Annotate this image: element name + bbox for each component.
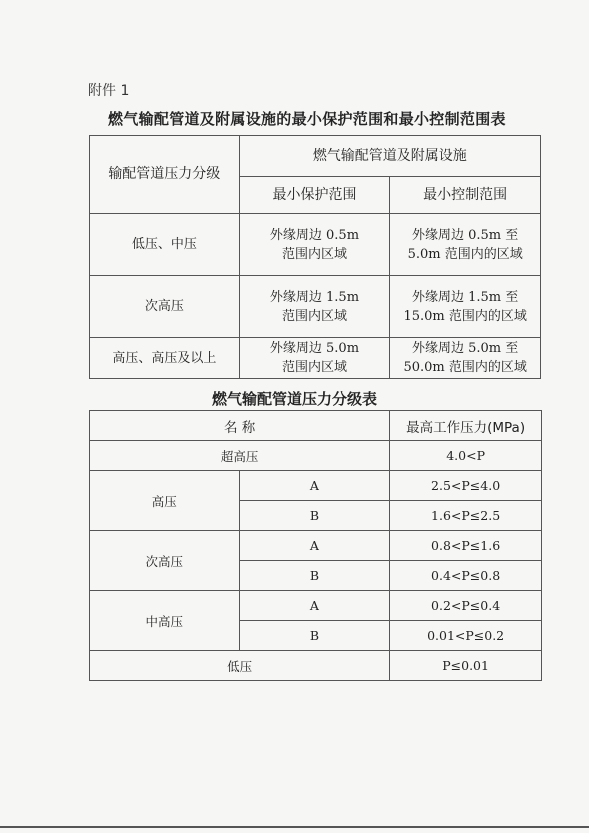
pressure-range: 0.2<P≤0.4 <box>390 591 542 621</box>
row-control: 外缘周边 1.5m 至 15.0m 范围内的区域 <box>390 276 541 338</box>
subclass: A <box>239 471 390 501</box>
header-max-pressure: 最高工作压力(MPa) <box>390 411 542 441</box>
table-row <box>90 651 542 681</box>
table-row <box>90 214 541 276</box>
pressure-classification-table <box>89 410 542 681</box>
table-row <box>90 591 542 621</box>
header-min-control: 最小控制范围 <box>390 177 541 214</box>
pressure-range: 0.01<P≤0.2 <box>390 621 542 651</box>
subclass: B <box>239 621 390 651</box>
header-pressure-level: 输配管道压力分级 <box>90 136 240 214</box>
header-facilities: 燃气输配管道及附属设施 <box>239 136 540 177</box>
pressure-range: 1.6<P≤2.5 <box>390 501 542 531</box>
subclass: B <box>239 561 390 591</box>
table-row <box>90 338 541 379</box>
row-level: 高压、高压及以上 <box>90 338 240 379</box>
row-level: 低压、中压 <box>90 214 240 276</box>
row-protect: 外缘周边 0.5m 范围内区域 <box>239 214 390 276</box>
subclass: A <box>239 591 390 621</box>
attachment-label: 附件 1 <box>88 83 130 99</box>
row-level: 次高压 <box>90 276 240 338</box>
pressure-range: 2.5<P≤4.0 <box>390 471 542 501</box>
header-min-protect: 最小保护范围 <box>239 177 390 214</box>
table-row <box>90 471 542 501</box>
class-name: 中高压 <box>90 591 240 651</box>
table-row <box>90 441 542 471</box>
class-name: 高压 <box>90 471 240 531</box>
pressure-range: 0.4<P≤0.8 <box>390 561 542 591</box>
pressure-range: P≤0.01 <box>390 651 542 681</box>
table2-title: 燃气输配管道压力分级表 <box>211 390 377 408</box>
protection-range-table <box>89 135 541 379</box>
row-control: 外缘周边 0.5m 至 5.0m 范围内的区域 <box>390 214 541 276</box>
table-row <box>90 531 542 561</box>
page-bottom-border <box>0 826 589 828</box>
subclass: A <box>239 531 390 561</box>
class-name: 超高压 <box>90 441 390 471</box>
row-protect: 外缘周边 1.5m 范围内区域 <box>239 276 390 338</box>
table-row <box>90 276 541 338</box>
class-name: 低压 <box>90 651 390 681</box>
row-protect: 外缘周边 5.0m 范围内区域 <box>239 338 390 379</box>
pressure-range: 0.8<P≤1.6 <box>390 531 542 561</box>
pressure-range: 4.0<P <box>390 441 542 471</box>
table1-title: 燃气输配管道及附属设施的最小保护范围和最小控制范围表 <box>108 110 506 128</box>
class-name: 次高压 <box>90 531 240 591</box>
header-name: 名 称 <box>90 411 390 441</box>
row-control: 外缘周边 5.0m 至 50.0m 范围内的区域 <box>390 338 541 379</box>
subclass: B <box>239 501 390 531</box>
